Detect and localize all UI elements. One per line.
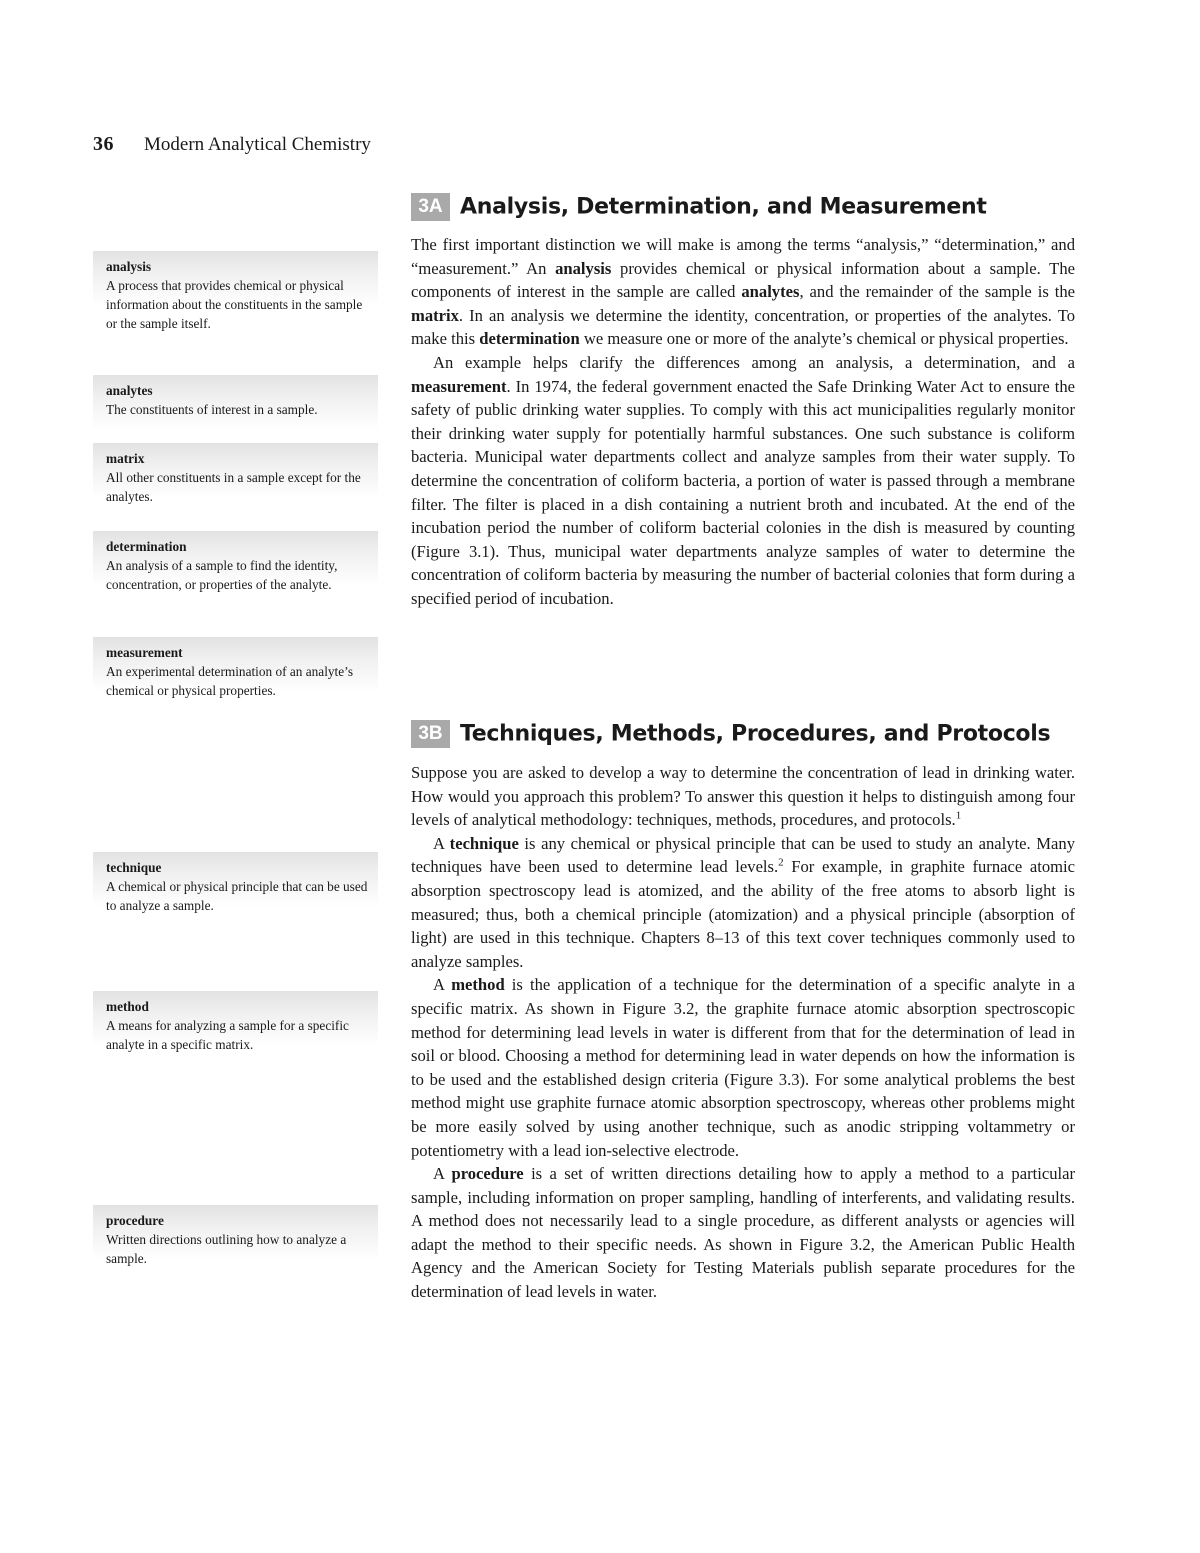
- glossary-entry-matrix: [93, 443, 378, 516]
- section-title: Analysis, Determination, and Measurement: [460, 194, 987, 220]
- running-head: [93, 133, 371, 163]
- glossary-term: procedure: [106, 1213, 164, 1228]
- paragraph: The first important distinction we will make is among the terms “analysis,” “determination,” and “measurement.” An analysis provides chemical or physical information about a sample. The components of interest in the sample are called analytes, and the remainder of the sample is the matrix. In an analysis we determine the identity, concentration, or properties of the analytes. To make this determination we measure one or more of the analyte’s chemical or physical properties.: [411, 235, 1075, 349]
- page-number: 36: [93, 133, 114, 155]
- key-term: technique: [449, 833, 519, 853]
- key-term: measurement: [411, 376, 507, 396]
- glossary-entry-method: [93, 991, 378, 1064]
- glossary-term: matrix: [106, 451, 145, 466]
- glossary-entry-analysis: [93, 251, 378, 343]
- glossary-entry-determination: [93, 531, 378, 604]
- glossary-term: measurement: [106, 645, 183, 660]
- section-badge: 3B: [411, 720, 450, 748]
- glossary-term: analytes: [106, 383, 153, 398]
- key-term: determination: [479, 329, 580, 349]
- section-3b-body: [411, 761, 1075, 1304]
- glossary-entry-analytes: [93, 375, 378, 429]
- glossary-definition: The constituents of interest in a sample.: [106, 402, 318, 417]
- paragraph: A technique is any chemical or physical principle that can be used to study an analyte. Many techniques have been used to determine lead levels.$^2$ For example, in graphite furnace atomic absorption spectroscopy lead is atomized, and the ability of the free atoms to absorb light is measured; thus, both a chemical principle (atomization) and a physical principle (absorption of light) are used in this technique. Chapters 8–13 of this text cover techniques commonly used to analyze samples.: [411, 833, 1076, 971]
- glossary-definition: Written directions outlining how to analyze a sample.: [106, 1232, 347, 1266]
- reference-superscript: 2: [778, 856, 784, 869]
- book-title: Modern Analytical Chemistry: [144, 134, 371, 155]
- glossary-definition: A means for analyzing a sample for a specific analyte in a specific matrix.: [106, 1018, 349, 1052]
- glossary-term: technique: [106, 860, 162, 875]
- key-term: analysis: [555, 258, 612, 278]
- section-heading-3a: [411, 193, 1075, 229]
- glossary-definition: An analysis of a sample to find the identity, concentration, or properties of the analyte.: [106, 558, 338, 592]
- paragraph: Suppose you are asked to develop a way to determine the concentration of lead in drinking water. How would you approach this problem? To answer this question it helps to distinguish among four levels of analytical methodology: techniques, methods, procedures, and protocols.$^1$: [411, 763, 1075, 830]
- section-heading-3b: [411, 720, 1075, 756]
- paragraph: A procedure is a set of written directions detailing how to apply a method to a particular sample, including information on proper sampling, handling of interferents, and validating results. A method does not necessarily lead to a single procedure, as different analysts or agencies will adapt the method to their specific needs. As shown in Figure 3.2, the American Public Health Agency and the American Society for Testing Materials publish separate procedures for the determination of lead levels in water.: [411, 1164, 1076, 1302]
- glossary-definition: A chemical or physical principle that can be used to analyze a sample.: [106, 879, 368, 913]
- key-term: matrix: [411, 305, 459, 325]
- glossary-term: determination: [106, 539, 187, 554]
- glossary-definition: An experimental determination of an analyte’s chemical or physical properties.: [106, 664, 354, 698]
- section-title: Techniques, Methods, Procedures, and Protocols: [460, 721, 1051, 747]
- key-term: procedure: [451, 1164, 524, 1184]
- glossary-term: method: [106, 999, 149, 1014]
- glossary-entry-measurement: [93, 637, 378, 710]
- paragraph: An example helps clarify the differences among an analysis, a determination, and a measurement. In 1974, the federal government enacted the Safe Drinking Water Act to ensure the safety of public drinking water supplies. To comply with this act municipalities regularly monitor their drinking water supply for potentially harmful substances. One such substance is coliform bacteria. Municipal water departments collect and analyze samples from their water supply. To determine the concentration of coliform bacteria, a portion of water is passed through a membrane filter. The filter is placed in a dish containing a nutrient broth and incubated. At the end of the incubation period the number of coliform bacterial colonies in the dish is measured by counting (Figure 3.1). Thus, municipal water departments analyze samples of water to determine the concentration of coliform bacteria by measuring the number of bacterial colonies that form during a specified period of incubation.: [411, 352, 1075, 608]
- key-term: method: [451, 975, 505, 995]
- paragraph: A method is the application of a technique for the determination of a specific analyte in a specific matrix. As shown in Figure 3.2, the graphite furnace atomic absorption spectroscopic method for determining lead levels in water is different from that for the determination of lead in soil or blood. Choosing a method for determining lead in water depends on how the information is to be used and the established design criteria (Figure 3.3). For some analytical problems the best method might use graphite furnace atomic absorption spectroscopy, whereas other problems might be more easily solved by using another technique, such as anodic stripping voltammetry or potentiometry with a lead ion-selective electrode.: [411, 975, 1076, 1160]
- glossary-term: analysis: [106, 259, 152, 274]
- glossary-entry-procedure: [93, 1205, 378, 1278]
- glossary-definition: A process that provides chemical or physical information about the constituents in the sample or the sample itself.: [106, 278, 363, 331]
- glossary-entry-technique: [93, 852, 378, 925]
- reference-superscript: 1: [955, 809, 962, 822]
- key-term: analytes: [741, 282, 800, 302]
- section-3a-body: [411, 233, 1075, 611]
- section-badge: 3A: [411, 193, 450, 221]
- glossary-definition: All other constituents in a sample except for the analytes.: [106, 470, 361, 504]
